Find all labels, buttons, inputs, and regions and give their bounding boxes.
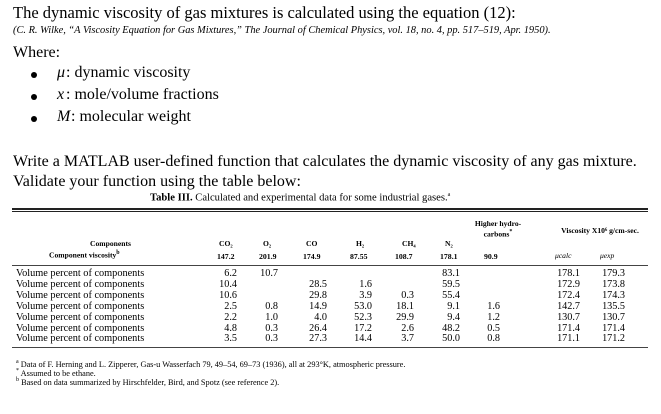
table-cell-exp: 174.3 (602, 289, 625, 301)
where-label: Where: (13, 44, 61, 61)
table-cell-exp: 173.8 (602, 278, 625, 290)
table-cell-ch4: 0.3 (401, 289, 414, 301)
table-cell-ch4: 2.6 (401, 322, 414, 334)
table-cell-hc: 1.6 (487, 300, 500, 312)
table-cell-calc: 178.1 (557, 268, 580, 279)
visc-n2: 178.1 (440, 252, 458, 261)
gas-n2: N₂ (445, 239, 453, 248)
row-label: Volume percent of components (16, 289, 145, 301)
header-rule (12, 265, 648, 266)
symbol-m: M (57, 108, 71, 125)
gas-co: CO (306, 239, 318, 248)
bullet-text: : dynamic viscosity (66, 64, 191, 81)
bullet-text: : molecular weight (71, 108, 191, 125)
table-cell-calc: 142.7 (557, 300, 580, 312)
table-title (150, 192, 450, 204)
table-cell-h2: 53.0 (354, 300, 372, 312)
table-cell-o2: 0.8 (265, 300, 278, 312)
table-cell-co: 4.0 (314, 311, 327, 323)
table-cell-h2: 1.6 (359, 278, 372, 290)
table-cell-calc: 171.4 (557, 322, 580, 334)
visc-h2: 87.55 (350, 252, 368, 261)
table-cell-n2: 59.5 (442, 278, 460, 290)
table-cell-calc: 171.1 (557, 333, 580, 345)
gas-h2: H₂ (356, 239, 365, 248)
intro-line: The dynamic viscosity of gas mixtures is calculated using the equation (12): (13, 3, 516, 22)
symbol-mu: μ (57, 64, 66, 81)
table-cell-h2: 14.4 (354, 333, 372, 345)
table-cell-co2: 6.2 (224, 268, 237, 279)
table-cell-co: 27.3 (309, 333, 327, 345)
table-cell-n2: 9.4 (447, 311, 460, 323)
visc-o2: 201.9 (259, 252, 277, 261)
footnote-a: $^a$ Data of F. Herning and L. Zipperer, Gas-u Wasserfach 79, 49–54, 69–73 (1936), all at 293°K, atmospheric pressure. (16, 359, 406, 369)
citation: (C. R. Wilke, “A Viscosity Equation for Gas Mixtures,” The Journal of Chemical Physics, vol. 18, no. 4, pp. 517–519, Apr. 1950). (13, 25, 551, 36)
table-number: Table III. (150, 192, 193, 204)
row-label: Volume percent of components (16, 268, 145, 279)
viscosity-label: Component viscosity$^b$ (49, 250, 120, 260)
table-cell-calc: 130.7 (557, 311, 580, 323)
table-cell-hc: 0.8 (487, 333, 500, 345)
table-cell-co2: 10.6 (219, 289, 237, 301)
task-line-1: Write a MATLAB user-defined function that calculates the dynamic viscosity of any gas mixture. (13, 153, 637, 170)
table-cell-exp: 179.3 (602, 268, 625, 279)
table-caption: Calculated and experimental data for some industrial gases. (195, 192, 448, 204)
row-label: Volume percent of components (16, 300, 145, 312)
exp-label: μexp (600, 251, 615, 260)
footnote-star: * Assumed to be ethane. (16, 368, 96, 378)
symbol-x: x (57, 86, 65, 103)
footnote-mark: a (447, 192, 451, 198)
table-cell-hc: 1.2 (487, 311, 500, 323)
table-cell-exp: 171.4 (602, 322, 625, 334)
table-cell-calc: 172.4 (557, 289, 580, 301)
task-line-2: Validate your function using the table below: (13, 173, 301, 190)
table-cell-co2: 10.4 (219, 278, 237, 290)
table-cell-h2: 3.9 (359, 289, 372, 301)
table-cell-ch4: 3.7 (401, 333, 414, 345)
row-label: Volume percent of components (16, 333, 145, 345)
bullet-icon (31, 94, 37, 100)
footnote-b: $^b$ Based on data summarized by Hirschfelder, Bird, and Spotz (see reference 2). (16, 377, 280, 387)
table-cell-co: 28.5 (309, 278, 327, 290)
gas-higher-hydrocarbons: Higher hydro- carbons* (474, 219, 522, 239)
table-cell-n2: 48.2 (442, 322, 460, 334)
gas-co2: CO₂ (219, 239, 233, 248)
table-cell-exp: 171.2 (602, 333, 625, 345)
table-cell-co: 26.4 (309, 322, 327, 334)
row-label: Volume percent of components (16, 278, 145, 290)
table-bottom-rule (12, 347, 648, 348)
bullet-icon (31, 72, 37, 78)
table-cell-co2: 4.8 (224, 322, 237, 334)
table-cell-co2: 2.5 (224, 300, 237, 312)
components-label: Components (90, 239, 131, 248)
visc-hc: 90.9 (484, 252, 498, 261)
mix-viscosity-header: Viscosity X10⁶ g/cm-sec. (561, 226, 639, 235)
table-cell-o2: 10.7 (260, 268, 278, 279)
table-cell-co2: 3.5 (224, 333, 237, 345)
bullet-text: : mole/volume fractions (66, 86, 219, 103)
table-cell-co2: 2.2 (224, 311, 237, 323)
bullet-icon (31, 116, 37, 122)
table-cell-exp: 135.5 (602, 300, 625, 312)
table-cell-hc: 0.5 (487, 322, 500, 334)
table-cell-co: 14.9 (309, 300, 327, 312)
table-top-rule (12, 208, 648, 210)
visc-ch4: 108.7 (395, 252, 413, 261)
table-cell-h2: 52.3 (354, 311, 372, 323)
table-cell-ch4: 29.9 (396, 311, 414, 323)
row-label: Volume percent of components (16, 311, 145, 323)
table-cell-n2: 83.1 (442, 268, 460, 279)
table-cell-n2: 9.1 (447, 300, 460, 312)
table-cell-co: 29.8 (309, 289, 327, 301)
table-cell-h2: 17.2 (354, 322, 372, 334)
table-cell-ch4: 18.1 (396, 300, 414, 312)
table-cell-o2: 1.0 (265, 311, 278, 323)
row-label: Volume percent of components (16, 322, 145, 334)
table-cell-o2: 0.3 (265, 333, 278, 345)
visc-co2: 147.2 (217, 252, 235, 261)
table-cell-calc: 172.9 (557, 278, 580, 290)
table-top-rule-2 (12, 211, 648, 212)
gas-ch4: CH₄ (402, 239, 416, 248)
table-cell-o2: 0.3 (265, 322, 278, 334)
visc-co: 174.9 (303, 252, 321, 261)
table-cell-n2: 50.0 (442, 333, 460, 345)
table-cell-exp: 130.7 (602, 311, 625, 323)
table-cell-n2: 55.4 (442, 289, 460, 301)
gas-o2: O₂ (263, 239, 272, 248)
calc-label: μcalc (555, 251, 572, 260)
